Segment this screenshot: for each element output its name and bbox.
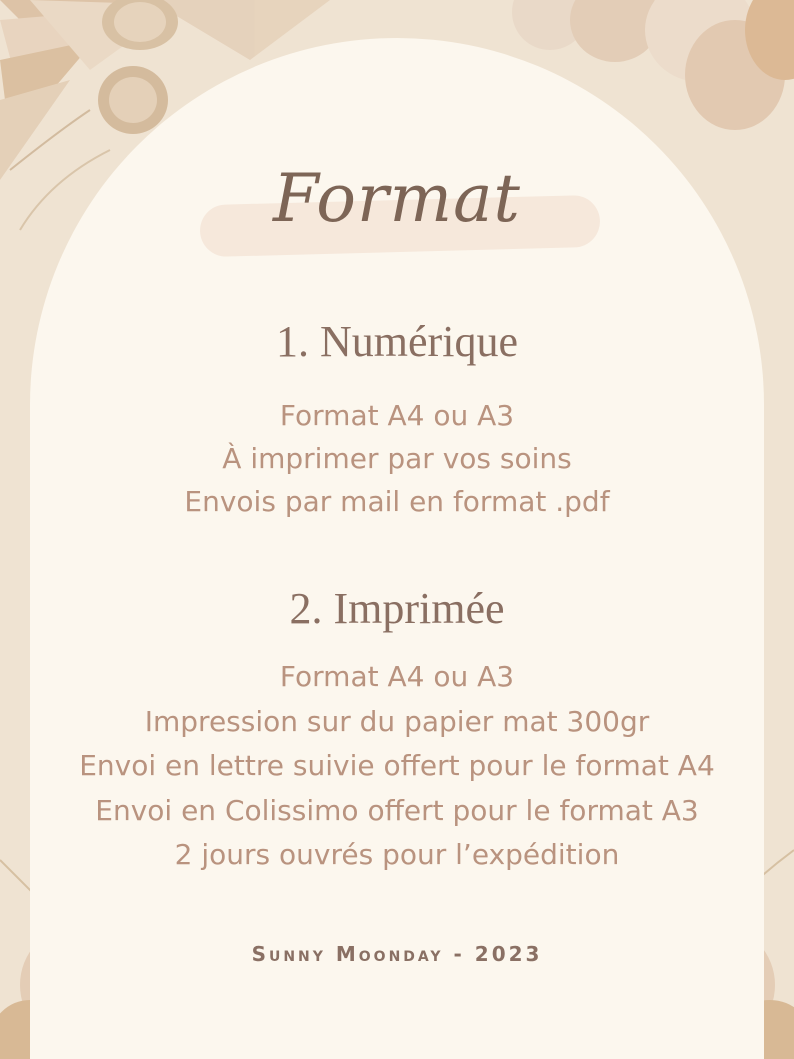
section-line: Format A4 ou A3 <box>279 660 515 693</box>
section-lines-numerique <box>0 394 794 523</box>
section-line: Envois par mail en format .pdf <box>184 485 610 518</box>
page-title: Format <box>273 160 521 237</box>
footer-brand: Sunny Moonday - 2023 <box>251 942 543 966</box>
section-line: Envoi en lettre suivie offert pour le format A4 <box>79 749 715 782</box>
section-line: À imprimer par vos soins <box>222 442 572 475</box>
section-line: Envoi en Colissimo offert pour le format A3 <box>95 793 699 827</box>
section-heading-numerique: 1. Numérique <box>276 317 518 366</box>
section-line: Impression sur du papier mat 300gr <box>144 704 650 738</box>
section-line: Format A4 ou A3 <box>279 399 515 432</box>
section-line: 2 jours ouvrés pour l’expédition <box>174 838 620 871</box>
section-heading-imprimee: 2. Imprimée <box>289 584 505 633</box>
section-lines-imprimee <box>0 655 794 878</box>
